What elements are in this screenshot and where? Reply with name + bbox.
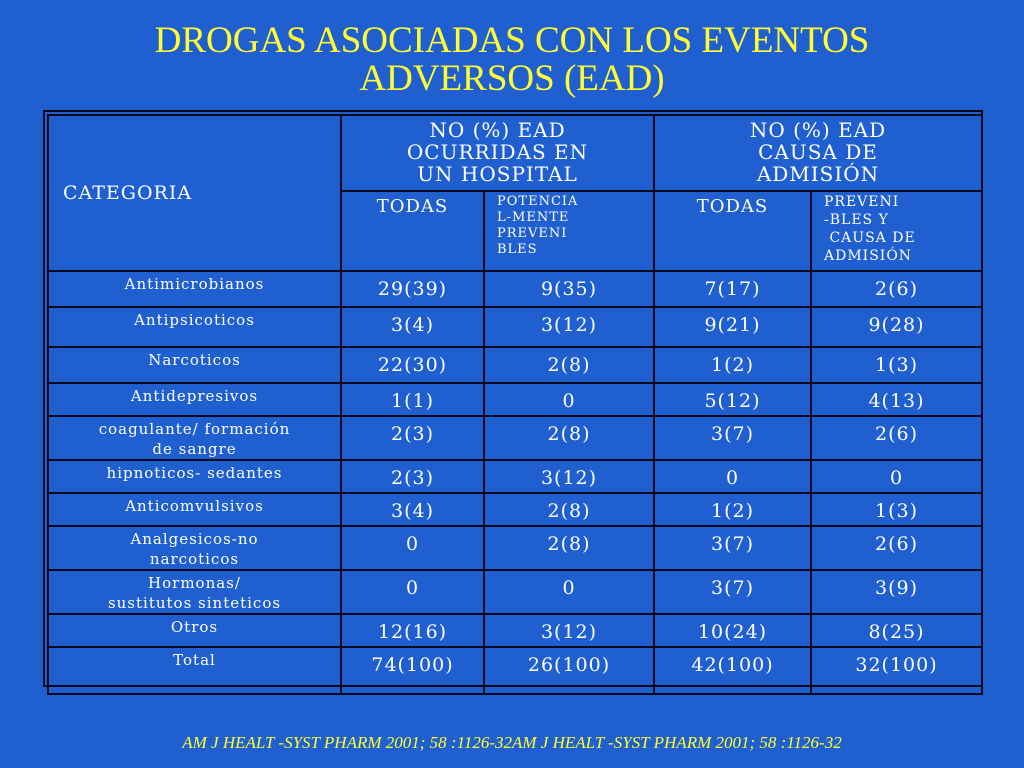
row-value-cell: 3(4) bbox=[341, 307, 484, 347]
slide-title-line-2: ADVERSOS (EAD) bbox=[359, 58, 665, 99]
row-category-line: narcoticos bbox=[149, 550, 240, 568]
row-category bbox=[48, 347, 341, 383]
row-value-cell: 3(12) bbox=[484, 460, 654, 493]
row-category bbox=[48, 647, 341, 694]
row-value-cell: 3(7) bbox=[654, 570, 811, 614]
row-category-line: Hormonas/ bbox=[148, 574, 241, 592]
row-value-cell: 74(100) bbox=[341, 647, 484, 694]
table-row bbox=[48, 347, 982, 383]
row-category-line: hipnoticos- sedantes bbox=[106, 464, 283, 482]
row-category-line: Antipsicoticos bbox=[134, 311, 255, 329]
table-row bbox=[48, 271, 982, 307]
row-category-line: Otros bbox=[170, 618, 219, 636]
row-value-cell: 0 bbox=[484, 383, 654, 416]
row-value-cell: 0 bbox=[654, 460, 811, 493]
data-table-frame bbox=[43, 110, 983, 687]
row-value-cell: 3(12) bbox=[484, 307, 654, 347]
table-row bbox=[48, 460, 982, 493]
row-value-cell: 29(39) bbox=[341, 271, 484, 307]
row-value-cell: 0 bbox=[341, 570, 484, 614]
table-row bbox=[48, 614, 982, 647]
row-value-cell: 0 bbox=[811, 460, 982, 493]
row-category bbox=[48, 460, 341, 493]
row-value-cell: 1(2) bbox=[654, 347, 811, 383]
group-header-line: UN HOSPITAL bbox=[417, 162, 578, 186]
row-value-cell: 2(8) bbox=[484, 526, 654, 570]
table-row bbox=[48, 493, 982, 526]
row-value-cell: 3(4) bbox=[341, 493, 484, 526]
row-category-line: Anticomvulsivos bbox=[125, 497, 264, 515]
row-value-cell: 2(8) bbox=[484, 416, 654, 460]
row-category-line: sustitutos sinteticos bbox=[107, 594, 282, 612]
group-header-line: NO (%) EAD bbox=[749, 118, 887, 142]
row-value-cell: 0 bbox=[341, 526, 484, 570]
row-value-cell: 2(8) bbox=[484, 493, 654, 526]
row-value-cell: 1(1) bbox=[341, 383, 484, 416]
group-header-line: OCURRIDAS EN bbox=[406, 140, 589, 164]
table-row bbox=[48, 416, 982, 460]
group-header-admission bbox=[654, 115, 982, 191]
row-category bbox=[48, 307, 341, 347]
row-value-cell: 1(3) bbox=[811, 347, 982, 383]
row-value-cell: 12(16) bbox=[341, 614, 484, 647]
table-row bbox=[48, 647, 982, 694]
row-category-line: coagulante/ formación bbox=[98, 420, 291, 438]
row-category bbox=[48, 570, 341, 614]
group-header-line: CAUSA DE bbox=[758, 140, 878, 164]
table-row bbox=[48, 526, 982, 570]
row-value-cell: 4(13) bbox=[811, 383, 982, 416]
row-value-cell: 32(100) bbox=[811, 647, 982, 694]
row-category bbox=[48, 493, 341, 526]
ead-drug-table bbox=[47, 114, 983, 695]
row-category-line: Antimicrobianos bbox=[124, 275, 265, 293]
row-value-cell: 9(35) bbox=[484, 271, 654, 307]
subheader-admission-preventable bbox=[811, 191, 982, 271]
row-category bbox=[48, 526, 341, 570]
row-value-cell: 2(8) bbox=[484, 347, 654, 383]
table-row bbox=[48, 307, 982, 347]
subheader-line: POTENCIA bbox=[497, 194, 579, 209]
subheader-hospital-preventable bbox=[484, 191, 654, 271]
subheader-hospital-all: TODAS bbox=[341, 191, 484, 271]
row-value-cell: 3(7) bbox=[654, 526, 811, 570]
group-header-line: NO (%) EAD bbox=[429, 118, 566, 142]
subheader-line: L-MENTE bbox=[497, 210, 570, 225]
slide-title-line-1: DROGAS ASOCIADAS CON LOS EVENTOS bbox=[154, 20, 870, 61]
row-value-cell: 42(100) bbox=[654, 647, 811, 694]
row-category-line: Analgesicos-no bbox=[130, 530, 259, 548]
row-category bbox=[48, 383, 341, 416]
row-value-cell: 8(25) bbox=[811, 614, 982, 647]
subheader-line: PREVENI bbox=[824, 194, 900, 210]
row-value-cell: 7(17) bbox=[654, 271, 811, 307]
row-value-cell: 2(6) bbox=[811, 271, 982, 307]
row-category bbox=[48, 614, 341, 647]
row-value-cell: 9(28) bbox=[811, 307, 982, 347]
table-header-row-1 bbox=[48, 115, 982, 191]
row-value-cell: 3(7) bbox=[654, 416, 811, 460]
subheader-admission-all: TODAS bbox=[654, 191, 811, 271]
row-value-cell: 3(9) bbox=[811, 570, 982, 614]
row-value-cell: 2(6) bbox=[811, 416, 982, 460]
row-category-line: de sangre bbox=[152, 440, 237, 458]
row-value-cell: 2(3) bbox=[341, 460, 484, 493]
row-value-cell: 2(6) bbox=[811, 526, 982, 570]
table-row bbox=[48, 383, 982, 416]
subheader-line: BLES bbox=[497, 242, 538, 257]
row-value-cell: 1(2) bbox=[654, 493, 811, 526]
row-value-cell: 5(12) bbox=[654, 383, 811, 416]
subheader-line: ADMISIÓN bbox=[824, 248, 913, 264]
row-value-cell: 2(3) bbox=[341, 416, 484, 460]
row-category-line: Antidepresivos bbox=[130, 387, 259, 405]
row-value-cell: 26(100) bbox=[484, 647, 654, 694]
subheader-line: PREVENI bbox=[497, 226, 568, 241]
row-value-cell: 0 bbox=[484, 570, 654, 614]
row-value-cell: 10(24) bbox=[654, 614, 811, 647]
group-header-line: ADMISIÓN bbox=[756, 162, 880, 186]
subheader-line: -BLES Y bbox=[824, 212, 889, 228]
row-value-cell: 3(12) bbox=[484, 614, 654, 647]
row-category bbox=[48, 271, 341, 307]
group-header-hospital bbox=[341, 115, 654, 191]
row-category-line: Narcoticos bbox=[148, 351, 241, 369]
slide-title bbox=[0, 22, 1024, 98]
row-category bbox=[48, 416, 341, 460]
table-row bbox=[48, 570, 982, 614]
row-category-line: Total bbox=[173, 651, 216, 669]
row-value-cell: 9(21) bbox=[654, 307, 811, 347]
row-value-cell: 22(30) bbox=[341, 347, 484, 383]
citation-footer: AM J HEALT -SYST PHARM 2001; 58 :1126-32AM J HEALT -SYST PHARM 2001; 58 :1126-32 bbox=[182, 733, 842, 752]
subheader-line: CAUSA DE bbox=[824, 230, 916, 246]
category-column-header: CATEGORIA bbox=[48, 115, 341, 271]
row-value-cell: 1(3) bbox=[811, 493, 982, 526]
